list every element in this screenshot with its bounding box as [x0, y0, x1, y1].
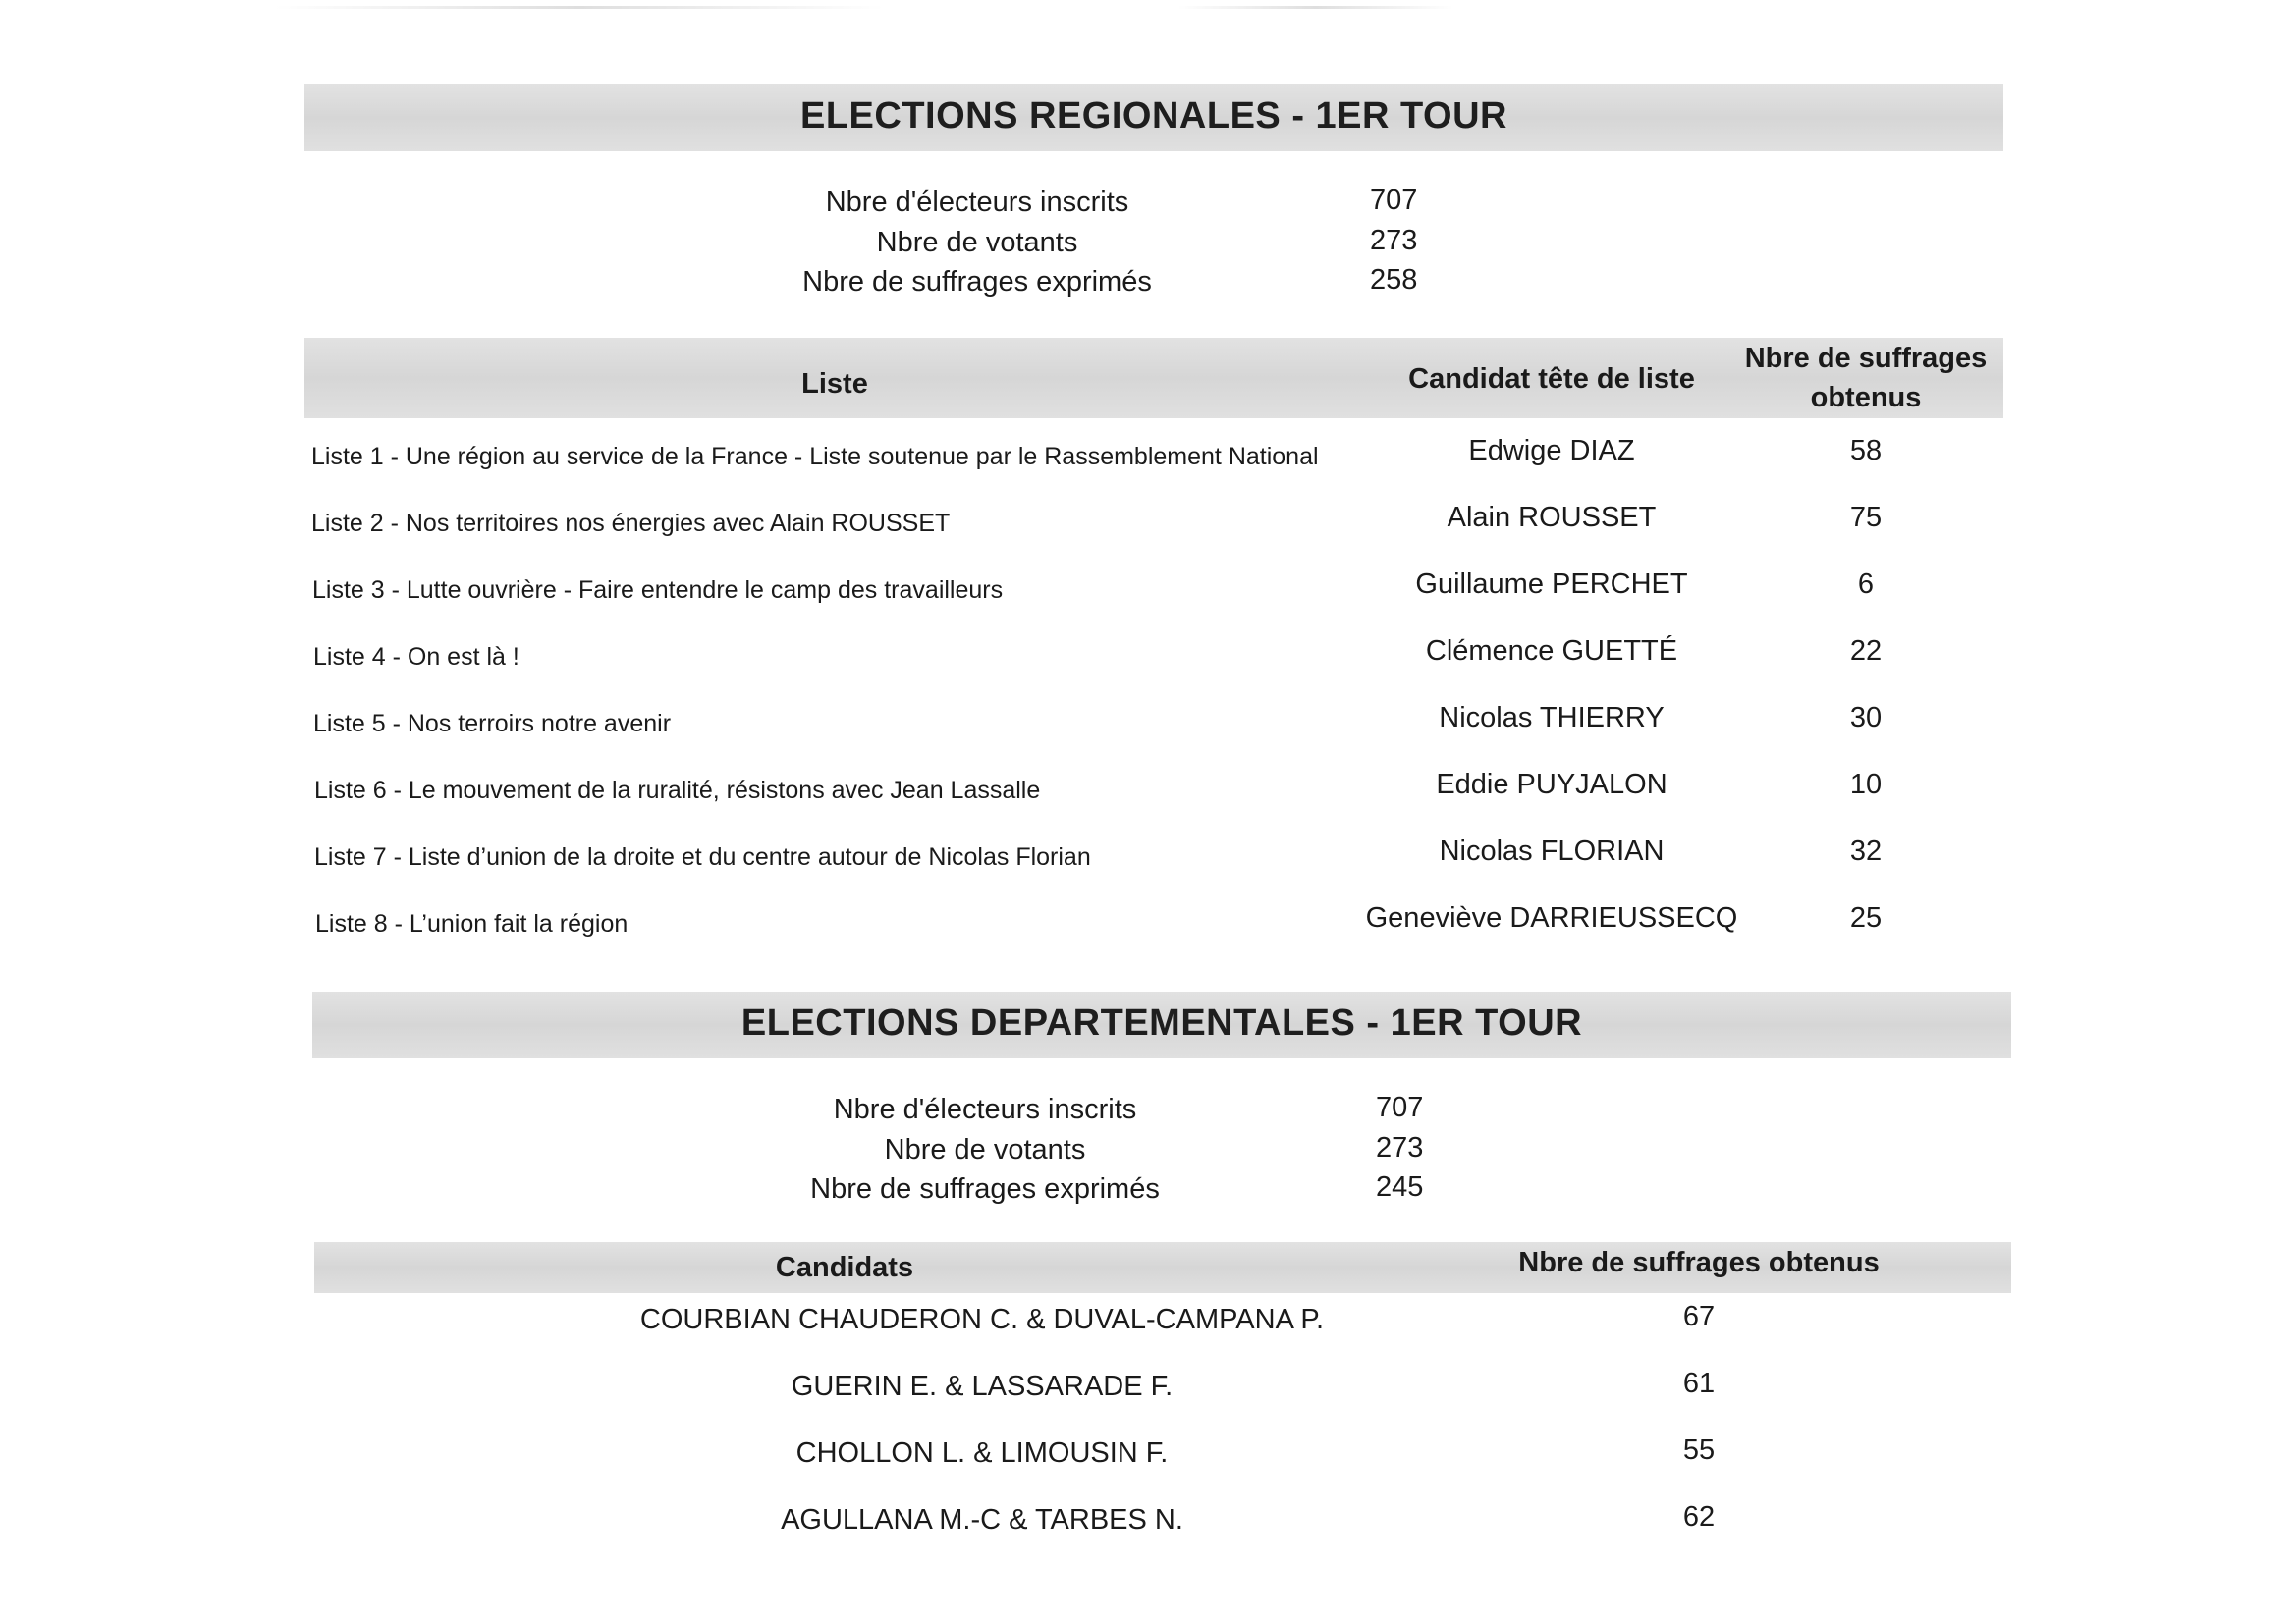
table-row — [0, 635, 2296, 675]
row-candidat: Eddie PUYJALON — [1436, 769, 1667, 800]
stat-label-votants: Nbre de votants — [876, 227, 1078, 258]
header-suffrages-line2: obtenus — [1810, 382, 1922, 413]
header-candidats: Candidats — [775, 1252, 914, 1283]
table-row — [0, 1301, 2296, 1340]
scan-artifact — [1178, 6, 1453, 9]
row-candidat: Nicolas THIERRY — [1439, 702, 1665, 733]
row-suffrages: 32 — [1849, 836, 1883, 867]
row-candidat: Clémence GUETTÉ — [1425, 635, 1678, 667]
table-row — [0, 1501, 2296, 1541]
row-candidat: Alain ROUSSET — [1447, 502, 1657, 533]
row-suffrages: 6 — [1857, 568, 1875, 600]
stat-label-inscrits: Nbre d'électeurs inscrits — [833, 1094, 1137, 1125]
regionales-title: ELECTIONS REGIONALES - 1ER TOUR — [800, 95, 1507, 136]
stat-value-votants: 273 — [1376, 1132, 1424, 1163]
scan-artifact — [275, 6, 884, 9]
row-candidats: COURBIAN CHAUDERON C. & DUVAL-CAMPANA P. — [639, 1304, 1325, 1335]
row-liste: Liste 1 - Une région au service de la France - Liste soutenue par le Rassemblement National — [311, 443, 1319, 470]
row-liste: Liste 5 - Nos terroirs notre avenir — [313, 710, 672, 737]
table-row — [0, 702, 2296, 741]
header-suffrages: Nbre de suffrages obtenus — [1518, 1247, 1880, 1278]
row-liste: Liste 3 - Lutte ouvrière - Faire entendre le camp des travailleurs — [312, 576, 1004, 604]
row-suffrages: 55 — [1682, 1434, 1716, 1466]
stat-label-inscrits: Nbre d'électeurs inscrits — [825, 187, 1129, 218]
stat-label-votants: Nbre de votants — [884, 1134, 1086, 1165]
stat-label-exprimes: Nbre de suffrages exprimés — [810, 1173, 1160, 1205]
row-suffrages: 67 — [1682, 1301, 1716, 1332]
stat-value-exprimes: 245 — [1376, 1171, 1424, 1203]
table-row — [0, 836, 2296, 875]
row-liste: Liste 4 - On est là ! — [313, 643, 519, 671]
row-candidat: Guillaume PERCHET — [1415, 568, 1688, 600]
row-suffrages: 75 — [1849, 502, 1883, 533]
table-row — [0, 568, 2296, 608]
departementales-title-band — [312, 992, 2011, 1058]
row-liste: Liste 7 - Liste d’union de la droite et du centre autour de Nicolas Florian — [314, 843, 1091, 871]
row-liste: Liste 8 - L’union fait la région — [315, 910, 629, 938]
row-liste: Liste 2 - Nos territoires nos énergies avec Alain ROUSSET — [311, 510, 951, 537]
row-suffrages: 25 — [1849, 902, 1883, 934]
header-liste: Liste — [801, 368, 868, 400]
stat-value-inscrits: 707 — [1370, 185, 1418, 216]
table-row — [0, 769, 2296, 808]
row-suffrages: 58 — [1849, 435, 1883, 466]
stat-value-inscrits: 707 — [1376, 1092, 1424, 1123]
table-row — [0, 435, 2296, 474]
row-suffrages: 61 — [1682, 1368, 1716, 1399]
row-suffrages: 62 — [1682, 1501, 1716, 1533]
header-candidat: Candidat tête de liste — [1408, 363, 1695, 395]
stat-value-exprimes: 258 — [1370, 264, 1418, 296]
table-row — [0, 502, 2296, 541]
table-row — [0, 902, 2296, 942]
row-candidat: Geneviève DARRIEUSSECQ — [1365, 902, 1738, 934]
row-candidats: CHOLLON L. & LIMOUSIN F. — [795, 1437, 1169, 1469]
table-row — [0, 1368, 2296, 1407]
stat-label-exprimes: Nbre de suffrages exprimés — [802, 266, 1152, 298]
header-suffrages-line1: Nbre de suffrages — [1744, 343, 1988, 374]
stat-value-votants: 273 — [1370, 225, 1418, 256]
row-suffrages: 30 — [1849, 702, 1883, 733]
row-candidats: AGULLANA M.-C & TARBES N. — [781, 1504, 1183, 1536]
row-candidat: Edwige DIAZ — [1468, 435, 1635, 466]
departementales-title: ELECTIONS DEPARTEMENTALES - 1ER TOUR — [740, 1002, 1583, 1044]
table-row — [0, 1434, 2296, 1474]
row-liste: Liste 6 - Le mouvement de la ruralité, résistons avec Jean Lassalle — [314, 777, 1041, 804]
row-suffrages: 10 — [1849, 769, 1883, 800]
row-suffrages: 22 — [1849, 635, 1883, 667]
regionales-title-band — [304, 84, 2003, 151]
row-candidats: GUERIN E. & LASSARADE F. — [791, 1371, 1174, 1402]
row-candidat: Nicolas FLORIAN — [1439, 836, 1665, 867]
